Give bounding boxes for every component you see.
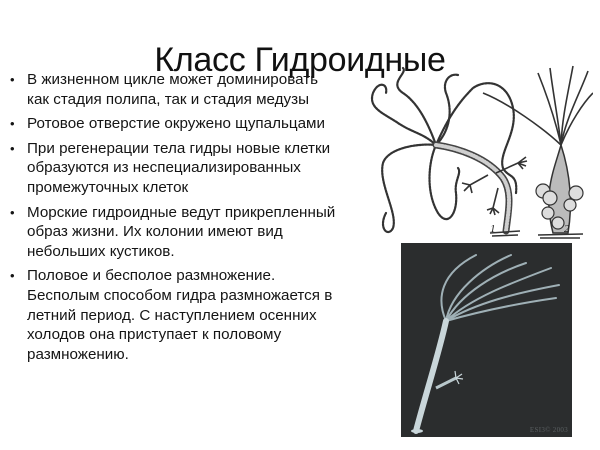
bullet-text: Ротовое отверстие окружено щупальцами: [27, 115, 325, 133]
bullet-text: Морские гидроидные ведут прикрепленный образ жизни. Их колонии имеют вид небольших кустиков.: [27, 203, 336, 260]
bullet-item: [10, 70, 340, 109]
bullet-icon: •: [10, 116, 15, 132]
bullet-icon: •: [10, 204, 15, 220]
hydra-drawing-icon: [358, 63, 593, 241]
hydra-photo-figure: [401, 243, 572, 437]
figure-label-2: 2: [564, 223, 570, 235]
bullet-item: [10, 266, 340, 364]
bullet-icon: •: [10, 140, 15, 156]
slide-title: Класс Гидроидные: [154, 40, 446, 79]
bullet-icon: •: [10, 72, 15, 87]
figure-label-1: 1: [490, 223, 496, 235]
bullet-icon: •: [10, 268, 15, 284]
bullet-item: [10, 139, 340, 198]
hydra-drawing-figure: [358, 63, 593, 241]
bullet-text: При регенерации тела гидры новые клетки образуются из неспециализированных промежуточных клеток: [27, 139, 331, 196]
hydra-illustration-icon: [401, 243, 572, 437]
bullet-text: Половое и бесполое размножение. Бесполым способом гидра размножается в летний период. С наступлением осенних холодов она приступает к половому размножению.: [27, 267, 333, 363]
bullet-list: [10, 70, 340, 369]
copyright-text: ESI3© 2003: [529, 426, 568, 434]
bullet-item: [10, 114, 340, 134]
bullet-text: В жизненном цикле может доминировать как стадия полипа, так и стадия медузы: [27, 71, 319, 108]
bullet-item: [10, 203, 340, 262]
